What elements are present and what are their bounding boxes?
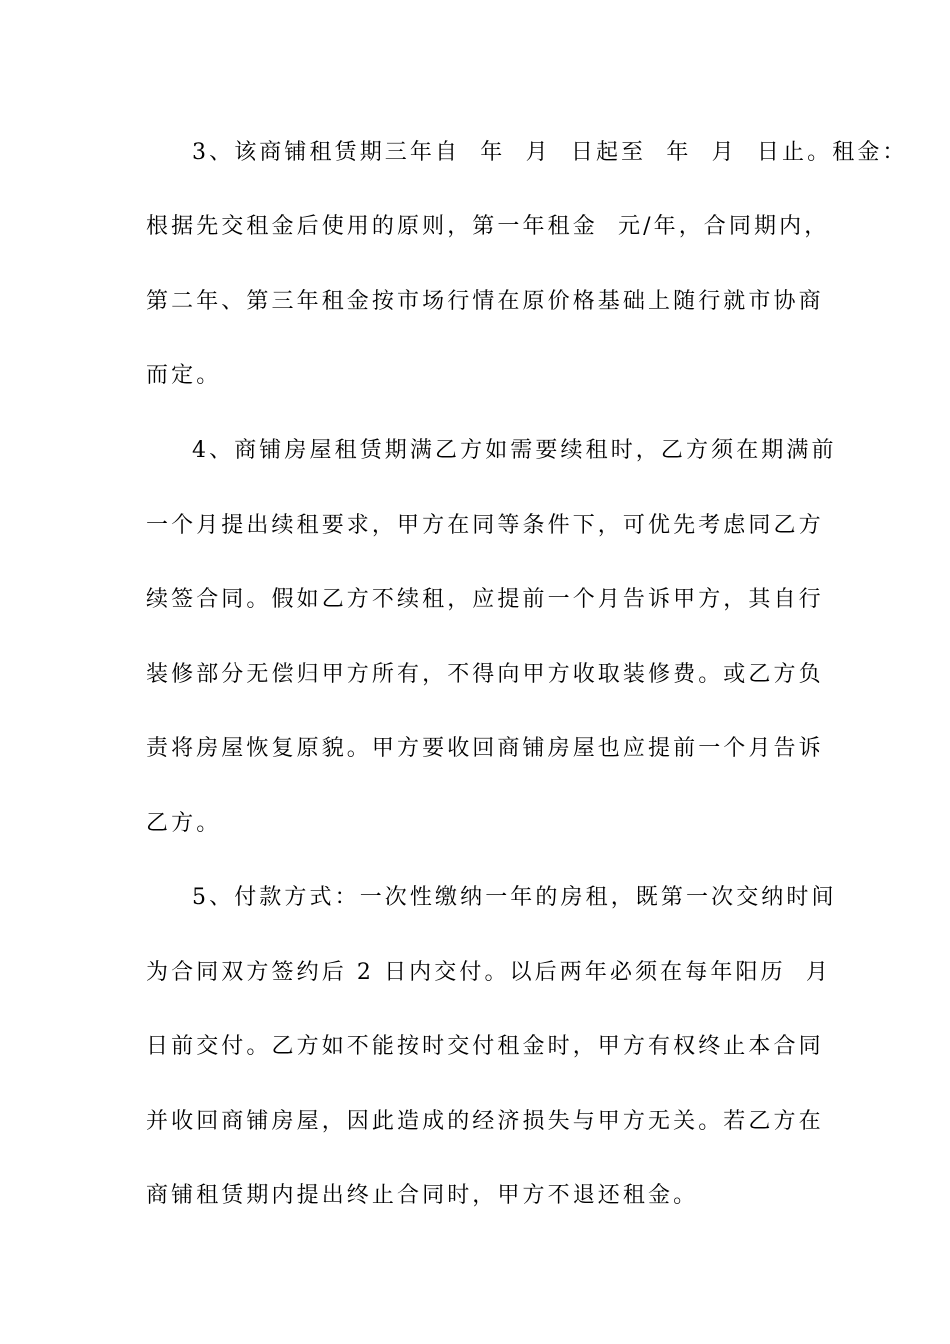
text-line: 4、商铺房屋租赁期满乙方如需要续租时，乙方须在期满前 [192, 438, 837, 463]
text-line: 5、付款方式：一次性缴纳一年的房租，既第一次交纳时间 [192, 885, 837, 910]
text-line: 责将房屋恢复原貌。甲方要收回商铺房屋也应提前一个月告诉 [146, 736, 824, 761]
text-line: 为合同双方签约后 2 日内交付。以后两年必须在每年阳历 月 [146, 960, 831, 985]
text-line: 根据先交租金后使用的原则，第一年租金 元/年，合同期内， [146, 214, 830, 239]
text-line: 装修部分无偿归甲方所有，不得向甲方收取装修费。或乙方负 [146, 662, 824, 687]
text-line: 商铺租赁期内提出终止合同时，甲方不退还租金。 [146, 1183, 699, 1208]
text-line: 续签合同。假如乙方不续租，应提前一个月告诉甲方，其自行 [146, 587, 824, 612]
text-line: 乙方。 [146, 811, 222, 836]
text-line: 一个月提出续租要求，甲方在同等条件下，可优先考虑同乙方 [146, 513, 824, 538]
text-line: 第二年、第三年租金按市场行情在原价格基础上随行就市协商 [146, 289, 824, 314]
text-line: 日前交付。乙方如不能按时交付租金时，甲方有权终止本合同 [146, 1034, 824, 1059]
text-line: 而定。 [146, 363, 222, 388]
text-line: 并收回商铺房屋，因此造成的经济损失与甲方无关。若乙方在 [146, 1109, 824, 1134]
text-line: 3、该商铺租赁期三年自 年 月 日起至 年 月 日止。租金： [192, 140, 908, 165]
